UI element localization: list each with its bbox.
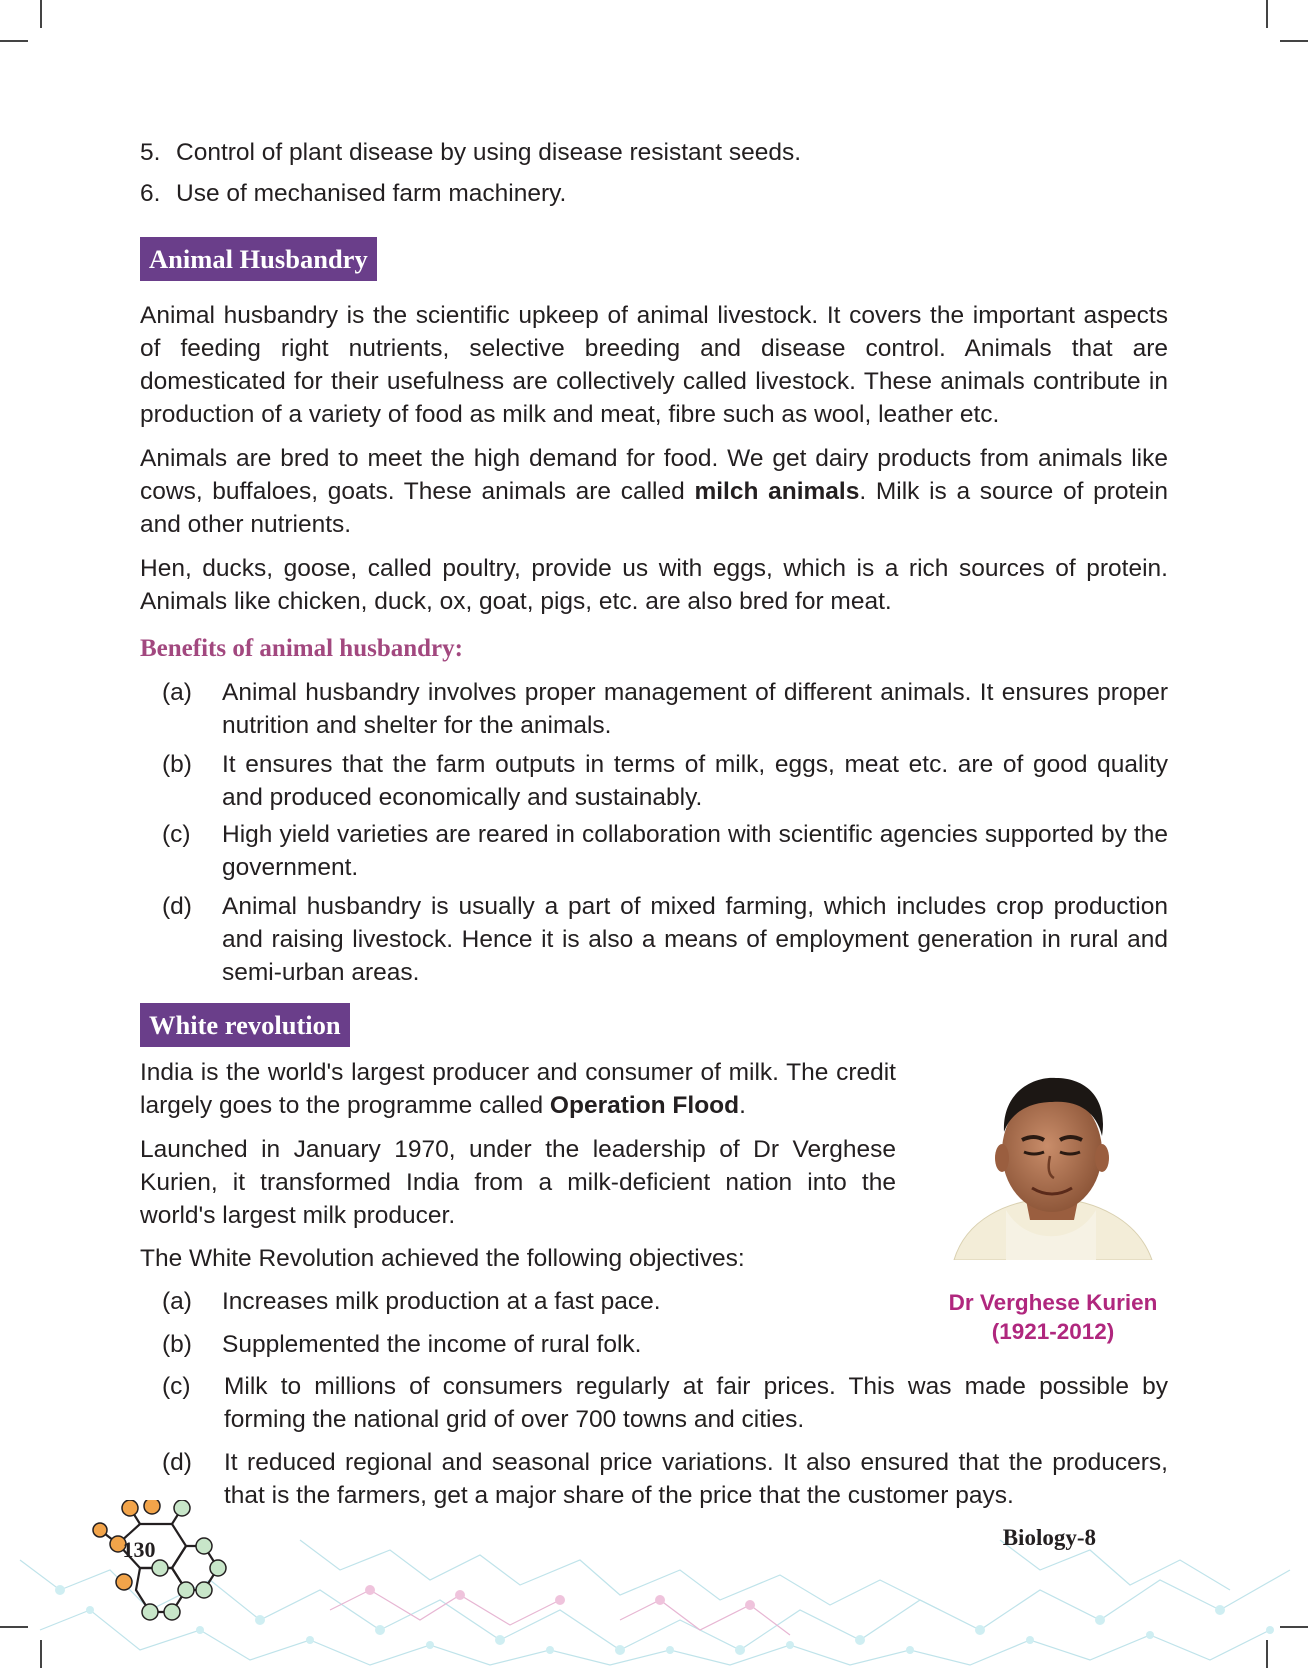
list-label: (a) <box>162 1288 192 1315</box>
footer-molecule-pattern <box>0 1500 1308 1668</box>
paragraph-text: . <box>739 1092 746 1119</box>
list-number: 5. <box>140 139 161 166</box>
list-item <box>162 1370 1168 1436</box>
list-item <box>140 136 801 169</box>
list-text: Increases milk production at a fast pace. <box>222 1288 661 1315</box>
paragraph <box>140 442 1168 541</box>
list-label: (b) <box>162 1331 192 1358</box>
list-number: 6. <box>140 180 161 207</box>
list-item <box>162 676 1168 742</box>
list-text: Supplemented the income of rural folk. <box>222 1331 642 1358</box>
key-term: Operation Flood <box>549 1092 740 1119</box>
crop-mark <box>1280 40 1308 42</box>
paragraph-text: . Milk is a source of protein and other nutrients. <box>140 478 1168 538</box>
list-text: Animal husbandry involves proper management of different animals. It ensures proper nutrition and shelter for the animals. <box>222 679 1168 739</box>
paragraph-text: Animals are bred to meet the high demand for food. We get dairy products from animals like cows, buffaloes, goats. These animals are called <box>140 445 1168 505</box>
paragraph: Animal husbandry is the scientific upkeep of animal livestock. It covers the important aspects of feeding right nutrients, selective breeding and disease control. Animals that are domesticated for their usefulness are collectively called livestock. These animals contribute in production of a variety of food as milk and meat, fibre such as wool, leather etc. <box>140 302 1168 428</box>
list-label: (b) <box>162 751 192 778</box>
crop-mark <box>1266 0 1268 28</box>
book-title: Biology-8 <box>1002 1525 1096 1550</box>
list-text: It ensures that the farm outputs in terms of milk, eggs, meat etc. are of good quality and produced economically and sustainably. <box>222 751 1168 811</box>
list-item <box>162 1285 834 1318</box>
page-number: 130 <box>122 1537 156 1562</box>
paragraph: Launched in January 1970, under the leadership of Dr Verghese Kurien, it transformed India from a milk-deficient nation into the world's largest milk producer. <box>140 1136 896 1229</box>
portrait-illustration <box>946 1070 1158 1260</box>
list-item <box>162 818 1168 884</box>
crop-mark <box>40 0 42 28</box>
section-heading-animal-husbandry: Animal Husbandry <box>140 237 377 281</box>
paragraph: Hen, ducks, goose, called poultry, provide us with eggs, which is a rich sources of protein. Animals like chicken, duck, ox, goat, pigs, etc. are also bred for meat. <box>140 555 1168 615</box>
paragraph-text: India is the world's largest producer and consumer of milk. The credit largely goes to the programme called <box>140 1059 896 1119</box>
list-item <box>140 177 566 210</box>
crop-mark <box>0 40 28 42</box>
list-text: High yield varieties are reared in collaboration with scientific agencies supported by the government. <box>222 821 1168 881</box>
list-item <box>162 748 1168 814</box>
portrait-caption <box>930 1288 1176 1346</box>
key-term: milch animals <box>694 478 860 505</box>
list-item <box>162 1328 834 1361</box>
list-text: Milk to millions of consumers regularly at fair prices. This was made possible by forming the national grid of over 700 towns and cities. <box>224 1373 1168 1433</box>
list-item <box>162 890 1168 989</box>
portrait-name: Dr Verghese Kurien <box>948 1290 1158 1315</box>
list-label: (a) <box>162 679 192 706</box>
list-label: (c) <box>162 821 191 848</box>
paragraph <box>140 1056 896 1122</box>
list-label: (d) <box>162 1449 192 1476</box>
list-text: Animal husbandry is usually a part of mixed farming, which includes crop production and raising livestock. Hence it is also a means of employment generation in rural and semi-urban areas. <box>222 893 1168 986</box>
paragraph: The White Revolution achieved the following objectives: <box>140 1245 745 1272</box>
list-text: Use of mechanised farm machinery. <box>176 180 567 207</box>
list-label: (d) <box>162 893 192 920</box>
list-text: Control of plant disease by using disease resistant seeds. <box>176 139 802 166</box>
section-heading-white-revolution: White revolution <box>140 1003 350 1047</box>
portrait-years: (1921-2012) <box>991 1319 1115 1344</box>
benefits-heading: Benefits of animal husbandry: <box>140 635 463 662</box>
list-label: (c) <box>162 1373 191 1400</box>
list-text: It reduced regional and seasonal price variations. It also ensured that the producers, that is the farmers, get a major share of the price that the customer pays. <box>224 1449 1168 1509</box>
